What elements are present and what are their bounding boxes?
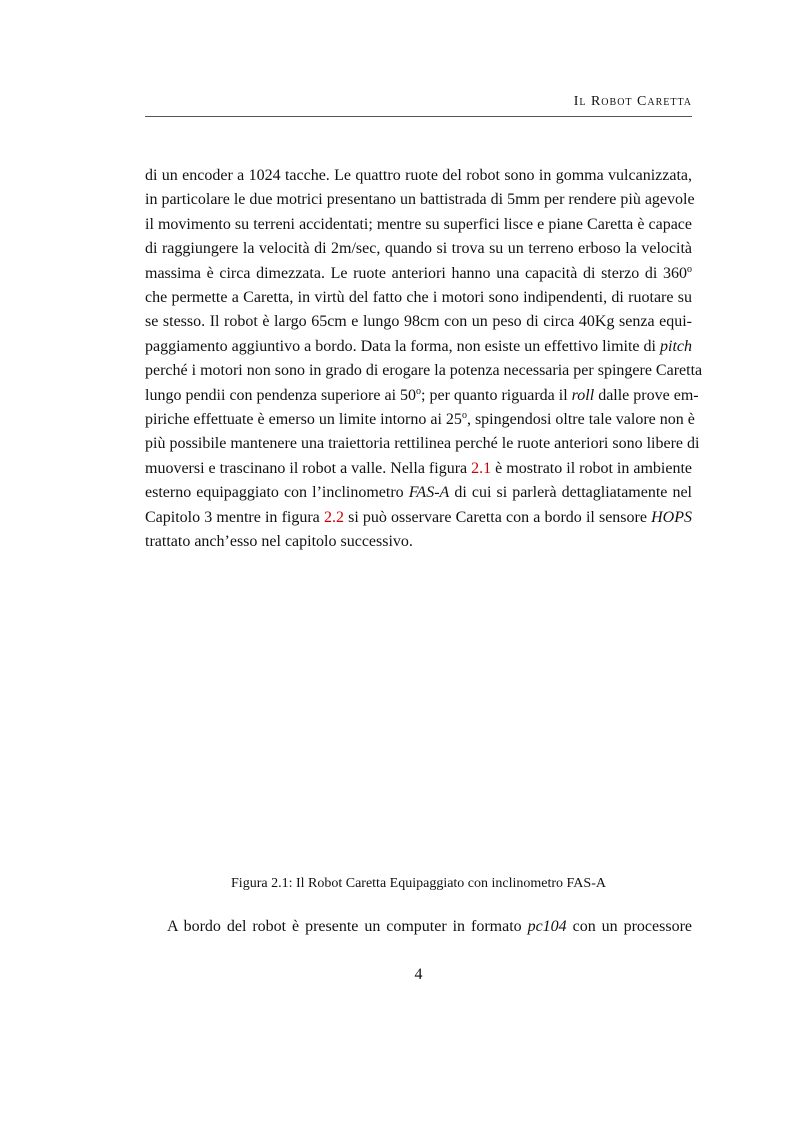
text-run: con un processore: [566, 918, 693, 935]
text-run: muoversi e trascinano il robot a valle. Nella figura: [145, 459, 472, 477]
text-line: di un encoder a 1024 tacche. Le quattro ruote del robot sono in gomma vulcanizzata,: [145, 167, 692, 184]
text-line: se stesso. Il robot è largo 65cm e lungo 98cm con un peso di circa 40Kg senza equi-: [145, 313, 692, 331]
text-line: [145, 262, 692, 286]
text-run: A bordo del robot è presente un computer in formato: [167, 918, 528, 935]
text-line: [145, 481, 692, 505]
degree-superscript: o: [687, 263, 692, 275]
text-run: di cui si parlerà dettagliatamente nel: [449, 484, 693, 502]
running-header: Il Robot Caretta: [573, 94, 692, 109]
header-rule: [145, 116, 692, 117]
paragraph-body: [145, 915, 692, 939]
paragraph-body: [145, 164, 703, 555]
italic-term: pitch: [660, 337, 692, 355]
text-line: di raggiungere la velocità di 2m/sec, quando si trova su un terreno erboso la velocità: [145, 240, 692, 258]
text-line: in particolare le due motrici presentano un battistrada di 5mm per rendere più agevole: [145, 191, 695, 209]
text-run: esterno equipaggiato con l’inclinometro: [145, 484, 409, 502]
text-run: è mostrato il robot in ambiente: [491, 459, 693, 477]
text-line: più possibile mantenere una traiettoria rettilinea perché le ruote anteriori sono libere di: [145, 435, 700, 453]
text-run: ; per quanto riguarda il: [421, 386, 572, 404]
text-run: si può osservare Caretta con a bordo il sensore: [343, 508, 652, 526]
text-run: dalle prove em-: [594, 386, 699, 404]
text-run: massima è circa dimezzata. Le ruote anteriori hanno una capacità di sterzo di 360: [145, 264, 687, 282]
italic-term: pc104: [527, 918, 567, 935]
text-line: [145, 915, 692, 939]
figure-placeholder: [145, 580, 692, 860]
text-line: [145, 457, 692, 481]
text-line: [145, 506, 692, 530]
text-line: perché i motori non sono in grado di erogare la potenza necessaria per spingere Caretta: [145, 362, 703, 380]
text-run: , spingendosi oltre tale valore non è: [466, 411, 695, 429]
text-run: Capitolo 3 mentre in figura: [145, 508, 324, 526]
text-line: che permette a Caretta, in virtù del fatto che i motori sono indipendenti, di ruotare su: [145, 289, 692, 307]
text-run: lungo pendii con pendenza superiore ai 50: [145, 386, 417, 404]
italic-term: HOPS: [651, 508, 693, 526]
figure-ref-link[interactable]: 2.2: [323, 508, 344, 526]
text-line: [145, 408, 695, 432]
text-line: [145, 384, 699, 408]
degree-superscript: o: [416, 385, 422, 397]
page-number: 4: [414, 966, 423, 983]
text-line: il movimento su terreni accidentati; mentre su superfici lisce e piane Caretta è capace: [145, 215, 692, 233]
figure-caption: Figura 2.1: Il Robot Caretta Equipaggiato con inclinometro FAS-A: [231, 876, 606, 891]
figure-ref-link[interactable]: 2.1: [471, 459, 492, 477]
text-line: [145, 335, 692, 359]
text-run: piriche effettuate è emerso un limite intorno ai 25: [145, 411, 462, 429]
text-run: paggiamento aggiuntivo a bordo. Data la forma, non esiste un effettivo limite di: [145, 337, 660, 355]
text-line: trattato anch’esso nel capitolo successivo.: [145, 533, 413, 551]
degree-superscript: o: [461, 410, 467, 422]
italic-term: roll: [571, 386, 595, 404]
italic-term: FAS-A: [408, 484, 450, 502]
